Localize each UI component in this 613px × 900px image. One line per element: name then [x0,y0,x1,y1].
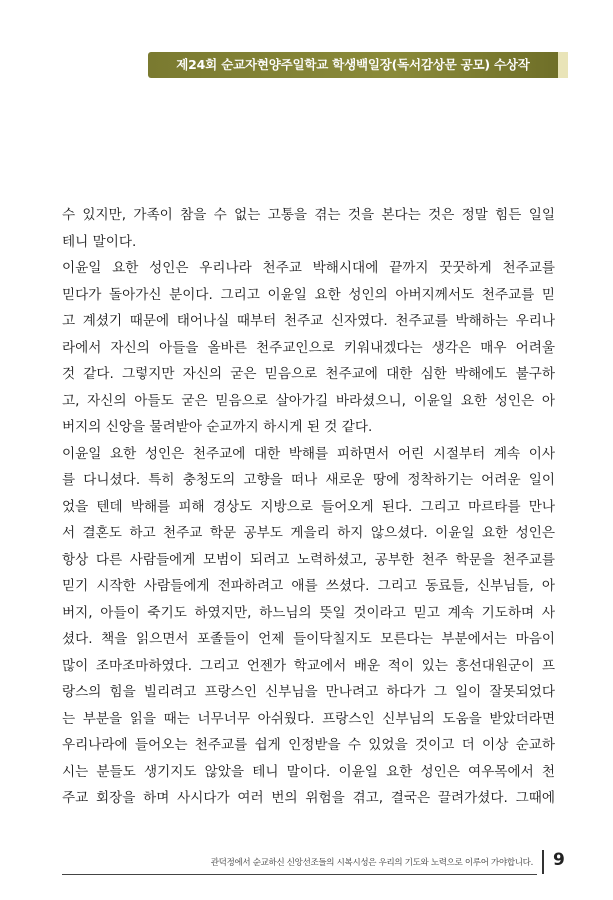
body-line: 우리나라에 들어오는 천주교를 쉽게 인정받을 수 있었을 것이고 더 이상 순교하 [62,737,555,753]
body-line: 것 같다. 그렇지만 자신의 굳은 믿음으로 천주교에 대한 심한 박해에도 불구하 [62,366,555,382]
body-line: 이윤일 요한 성인은 우리나라 천주교 박해시대에 끝까지 꿋꿋하게 천주교를 [62,260,555,276]
body-text [62,202,555,812]
body-line: 이윤일 요한 성인은 천주교에 대한 박해를 피하면서 어린 시절부터 계속 이사 [62,445,555,462]
header-title: 제24회 순교자현양주일학교 학생백일장(독서감상문 공모) 수상작 [176,57,530,72]
footer-rule [62,874,537,875]
body-line: 주교 회장을 하며 사시다가 여러 번의 위험을 겪고, 결국은 끌려가셨다. 그때에 [62,790,555,806]
body-line: 버지의 신앙을 물려받아 순교까지 하시게 된 것 같다. [62,419,373,435]
footer-slogan: 관덕정에서 순교하신 신앙선조들의 시복시성은 우리의 기도와 노력으로 이루어 가야합니다. [210,858,533,868]
header-banner [148,52,558,78]
body-line: 라에서 자신의 아들을 올바른 천주교인으로 키워내겠다는 생각은 매우 어려울 [62,339,555,356]
body-line: 를 다니셨다. 특히 충청도의 고향을 떠나 새로운 땅에 정착하기는 어려운 일이 [62,472,555,488]
body-line: 고, 자신의 아들도 굳은 믿음으로 살아가길 바라셨으니, 이윤일 요한 성인은 아 [62,392,555,409]
body-line: 고 계셨기 때문에 태어나실 때부터 천주교 신자였다. 천주교를 박해하는 우리나 [62,313,555,329]
body-line: 항상 다른 사람들에게 모범이 되려고 노력하셨고, 공부한 천주 학문을 천주교를 [62,551,555,568]
body-line: 서 결혼도 하고 천주교 학문 공부도 게을리 하지 않으셨다. 이윤일 요한 성인은 [62,525,555,541]
body-line: 많이 조마조마하였다. 그리고 언젠가 학교에서 배운 적이 있는 흥선대원군이 프 [62,657,555,674]
page-number: 9 [553,850,565,870]
body-line: 수 있지만, 가족이 참을 수 없는 고통을 겪는 것을 본다는 것은 정말 힘든 일일 [62,207,555,223]
page-number-divider [542,850,544,874]
body-line: 믿기 시작한 사람들에게 전파하려고 애를 쓰셨다. 그리고 동료들, 신부님들, 아 [62,578,555,594]
body-line: 시는 분들도 생기지도 않았을 테니 말이다. 이윤일 요한 성인은 여우목에서 천 [62,763,555,780]
body-line: 믿다가 돌아가신 분이다. 그리고 이윤일 요한 성인의 아버지께서도 천주교를 믿 [62,286,555,303]
header-side-tab [558,52,568,78]
body-line: 셨다. 책을 읽으면서 포졸들이 언제 들이닥칠지도 모른다는 부분에서는 마음이 [62,631,555,647]
body-line: 버지, 아들이 죽기도 하였지만, 하느님의 뜻일 것이라고 믿고 계속 기도하며 사 [62,604,555,621]
body-line: 었을 텐데 박해를 피해 경상도 지방으로 들어오게 된다. 그리고 마르타를 만나 [62,498,555,515]
body-line: 는 부분을 읽을 때는 너무너무 아쉬웠다. 프랑스인 신부님의 도움을 받았더라면 [62,710,555,727]
body-line: 랑스의 힘을 빌리려고 프랑스인 신부님을 만나려고 하다가 그 일이 잘못되었다 [62,684,555,700]
body-line: 테니 말이다. [62,233,137,250]
